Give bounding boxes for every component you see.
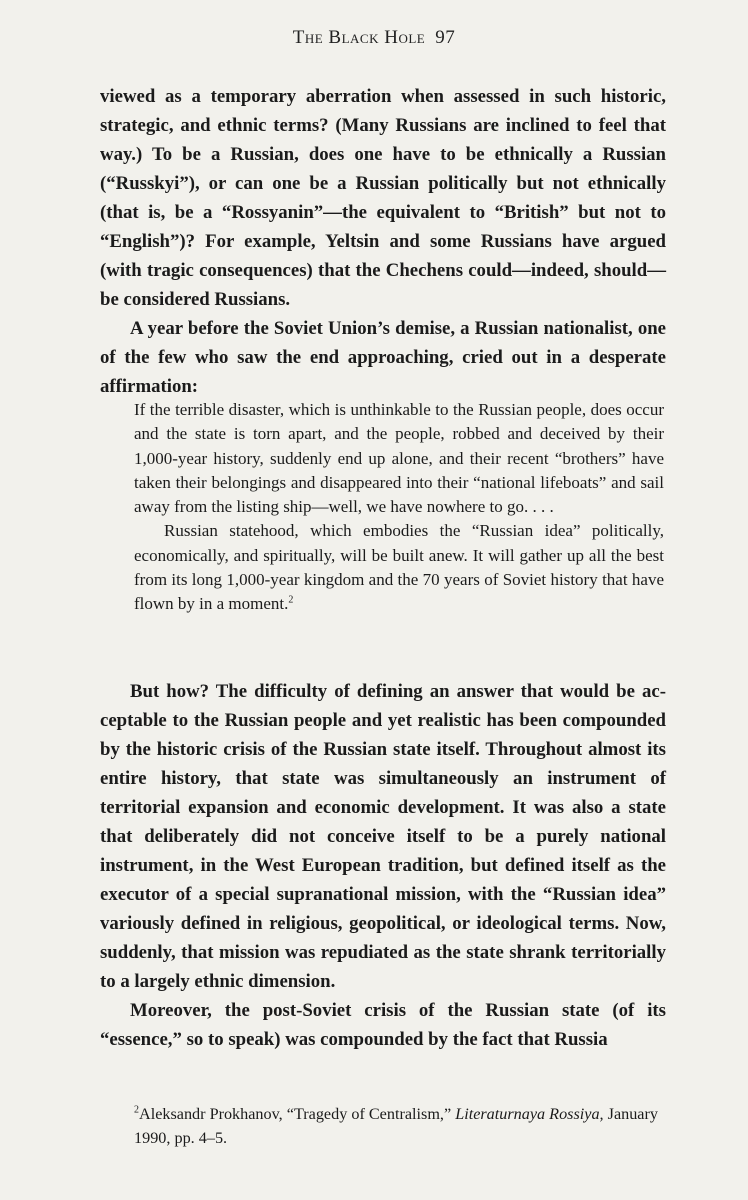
body-text-top [100,82,666,401]
block-quote [134,398,664,617]
footnote-reference: 2 [288,594,294,606]
footnote-mark: 2 [134,1104,139,1116]
quote-paragraph-2 [134,519,664,616]
page-number: 97 [435,27,456,48]
chapter-title: The Black Hole [292,27,426,48]
footnote-author-title: Aleksandr Prokhanov, “Tragedy of Centralism,” [139,1105,452,1123]
quote-paragraph: If the terrible disaster, which is unthinkable to the Russian people, does occur and the state is torn apart, and the people, robbed and deceived by their 1,000-year history, suddenly end up alone, and their recent “brothers” have taken their belongings and disappeared into their “national lifeboats” and sail away from the listing ship—well, we have nowhere to go. . . . [134,400,664,517]
body-text-bottom [100,677,666,1054]
footnote-publication: Literaturnaya Rossiya, [455,1105,604,1123]
paragraph: Moreover, the post-Soviet crisis of the Russian state (of its “essence,” so to speak) was compounded by the fact that Russia [100,1000,666,1050]
paragraph: But how? The difficulty of defining an answer that would be acceptable to the Russian people and yet realistic has been compounded by the historic crisis of the Russian state itself. Throughout almost its entire history, that state was simultaneously an instrument of territorial expansion and economic development. It was also a state that deliberately did not conceive itself to be a purely national instrument, in the West European tradition, but defined itself as the executor of a special supranational mission, with the “Russian idea” variously defined in religious, geopolitical, or ideological terms. Now, suddenly, that mission was repudiated as the state shrank territorially to a largely ethnic dimension. [100,681,666,992]
quote-text: Russian statehood, which embodies the “Russian idea” politically, economically, and spiritually, will be built anew. It will gather up all the best from its long 1,000-year kingdom and the 70 years of Soviet history that have flown by in a moment. [134,521,664,614]
running-head [0,27,748,49]
footnote [134,1102,664,1150]
footnote-details: January 1990, pp. 4–5. [134,1105,658,1147]
paragraph-continued: viewed as a temporary aberration when assessed in such historic, strategic, and ethnic terms? (Many Russians are inclined to feel that way.) To be a Russian, does one have to be ethnically a Russian (“Russkyi”), or can one be a Russian politically but not ethnically (that is, be a “Rossyanin”—the equivalent to “British” but not to “English”)? For example, Yeltsin and some Russians have argued (with tragic consequences) that the Chechens could—indeed, should—be considered Russians. [100,86,666,310]
paragraph: A year before the Soviet Union’s demise, a Russian nationalist, one of the few who saw the end approaching, cried out in a desperate affirmation: [100,318,666,397]
